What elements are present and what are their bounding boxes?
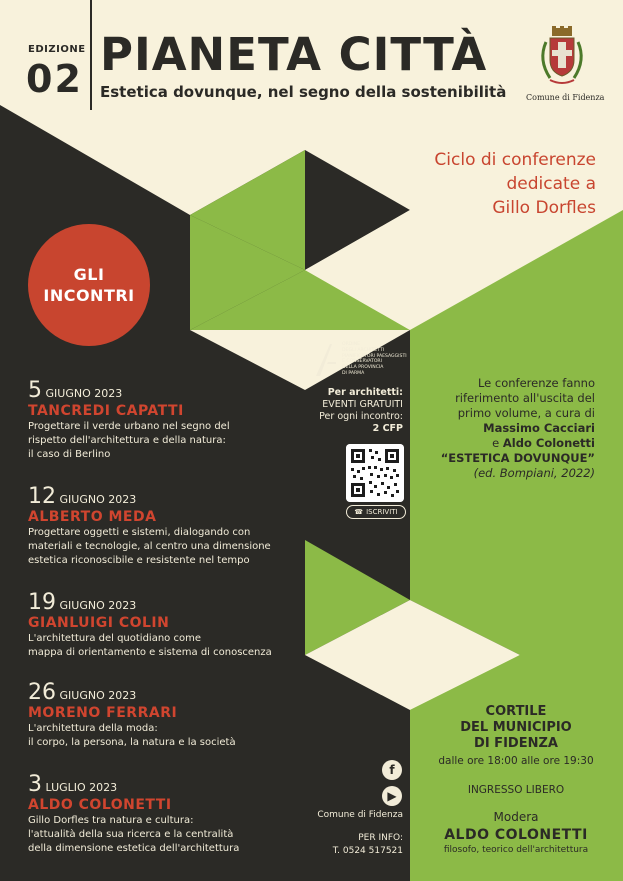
event-description — [28, 526, 308, 568]
coat-of-arms-icon — [536, 26, 588, 88]
event-speaker: ALDO COLONETTI — [28, 797, 172, 813]
event-date — [28, 484, 308, 509]
moderator-role: filosofo, teorico dell'architettura — [443, 845, 589, 855]
event-desc-line: materiali e tecnologie, al centro una dimensione — [28, 541, 271, 552]
book-line3: primo volume, a cura di — [457, 406, 595, 420]
ordine-line: E CONSERVATORI — [342, 359, 382, 365]
venue-line2: DEL MUNICIPIO — [460, 720, 572, 735]
architects-line2: EVENTI GRATUITI — [322, 399, 403, 410]
moderator-label: Modera — [493, 810, 539, 824]
event-month: GIUGNO 2023 — [45, 387, 123, 400]
event-item — [28, 484, 308, 568]
series-heading-line3: Gillo Dorfles — [492, 198, 596, 218]
event-month: GIUGNO 2023 — [59, 493, 137, 506]
book-author1: Massimo Cacciari — [483, 421, 595, 435]
book-author2: Aldo Colonetti — [502, 436, 595, 450]
event-speaker: GIANLUIGI COLIN — [28, 615, 170, 631]
event-speaker: TANCREDI CAPATTI — [28, 403, 184, 419]
venue-hours: dalle ore 18:00 alle ore 19:30 — [438, 755, 594, 767]
free-entry-label: INGRESSO LIBERO — [467, 784, 565, 796]
ordine-line: ORDINE — [342, 342, 361, 347]
signup-label: ISCRIVITI — [366, 508, 398, 516]
incontri-badge — [28, 224, 150, 346]
event-item — [28, 590, 308, 660]
badge-line2: INCONTRI — [43, 286, 135, 305]
ordine-line: PIANIFICATORI PAESAGGISTI — [342, 353, 407, 359]
event-speaker: MORENO FERRARI — [28, 705, 178, 721]
architects-info — [319, 387, 403, 435]
event-desc-line: Progettare il verde urbano nel segno del — [28, 421, 230, 432]
event-desc-line: Progettare oggetti e sistemi, dialogando con — [28, 527, 251, 538]
event-day: 19 — [28, 590, 56, 615]
event-speaker: ALBERTO MEDA — [28, 509, 157, 525]
architects-line4: 2 CFP — [372, 423, 403, 434]
event-day: 3 — [28, 772, 42, 797]
edition-number: 02 — [26, 57, 83, 101]
ordine-architetti-logo-icon — [314, 342, 340, 378]
book-reference — [441, 376, 595, 481]
venue-title — [418, 704, 614, 752]
event-date — [28, 680, 308, 705]
event-description — [28, 722, 308, 750]
event-month: LUGLIO 2023 — [45, 781, 118, 794]
event-day: 26 — [28, 680, 56, 705]
series-heading-line2: dedicate a — [506, 174, 596, 194]
venue-line3: DI FIDENZA — [474, 736, 558, 751]
qr-code-icon[interactable] — [346, 444, 404, 502]
contact-info — [333, 832, 403, 858]
event-description — [28, 814, 308, 856]
event-desc-line: L'architettura del quotidiano come — [28, 633, 201, 644]
event-item — [28, 378, 308, 462]
comune-label-top: Comune di Fidenza — [526, 93, 605, 102]
header-divider — [90, 0, 92, 110]
comune-label-bottom: Comune di Fidenza — [317, 810, 403, 820]
event-date — [28, 590, 308, 615]
event-date — [28, 772, 308, 797]
facebook-icon[interactable]: f — [382, 760, 402, 780]
book-line2: riferimento all'uscita del — [455, 391, 595, 405]
venue-line1: CORTILE — [485, 704, 547, 719]
edition-label: EDIZIONE — [28, 44, 86, 55]
moderator-name: ALDO COLONETTI — [444, 827, 588, 843]
page-title: PIANETA CITTÀ — [100, 28, 488, 81]
ordine-architetti-text — [342, 342, 407, 377]
ordine-line: DEGLI ARCHITETTI — [342, 347, 385, 353]
book-title: “ESTETICA DOVUNQUE” — [440, 451, 595, 465]
event-month: GIUGNO 2023 — [59, 599, 137, 612]
phone-number[interactable]: T. 0524 517521 — [332, 846, 403, 856]
event-description — [28, 632, 308, 660]
phone-icon: ☎ — [354, 508, 364, 516]
event-item — [28, 772, 308, 856]
badge-line1: GLI — [73, 265, 105, 284]
event-desc-line: estetica riconoscibile e resistente nel tempo — [28, 555, 250, 566]
ordine-line: DI PARMA — [342, 370, 365, 376]
event-desc-line: L'architettura della moda: — [28, 723, 158, 734]
ordine-line: DELLA PROVINCIA — [342, 365, 384, 371]
event-desc-line: l'attualità della sua ricerca e la centralità — [28, 829, 234, 840]
info-label: PER INFO: — [358, 833, 403, 843]
architects-line1: Per architetti: — [327, 387, 403, 398]
event-month: GIUGNO 2023 — [59, 689, 137, 702]
architects-line3: Per ogni incontro: — [319, 411, 403, 422]
book-publisher: (ed. Bompiani, 2022) — [473, 466, 595, 480]
event-desc-line: il corpo, la persona, la natura e la società — [28, 737, 236, 748]
event-item — [28, 680, 308, 750]
page-subtitle: Estetica dovunque, nel segno della sostenibilità — [100, 83, 507, 101]
series-heading — [434, 148, 596, 220]
event-description — [28, 420, 308, 462]
event-desc-line: Gillo Dorfles tra natura e cultura: — [28, 815, 194, 826]
event-date — [28, 378, 308, 403]
book-line1: Le conferenze fanno — [477, 376, 595, 390]
event-desc-line: rispetto dell'architettura e della natura: — [28, 435, 226, 446]
event-desc-line: della dimensione estetica dell'architettura — [28, 843, 240, 854]
book-conj: e — [492, 436, 500, 450]
event-day: 12 — [28, 484, 56, 509]
youtube-icon[interactable]: ▶ — [382, 786, 402, 806]
event-day: 5 — [28, 378, 42, 403]
event-desc-line: il caso di Berlino — [28, 449, 111, 460]
signup-button[interactable] — [346, 505, 406, 519]
series-heading-line1: Ciclo di conferenze — [434, 150, 596, 170]
event-desc-line: mappa di orientamento e sistema di conoscenza — [28, 647, 272, 658]
